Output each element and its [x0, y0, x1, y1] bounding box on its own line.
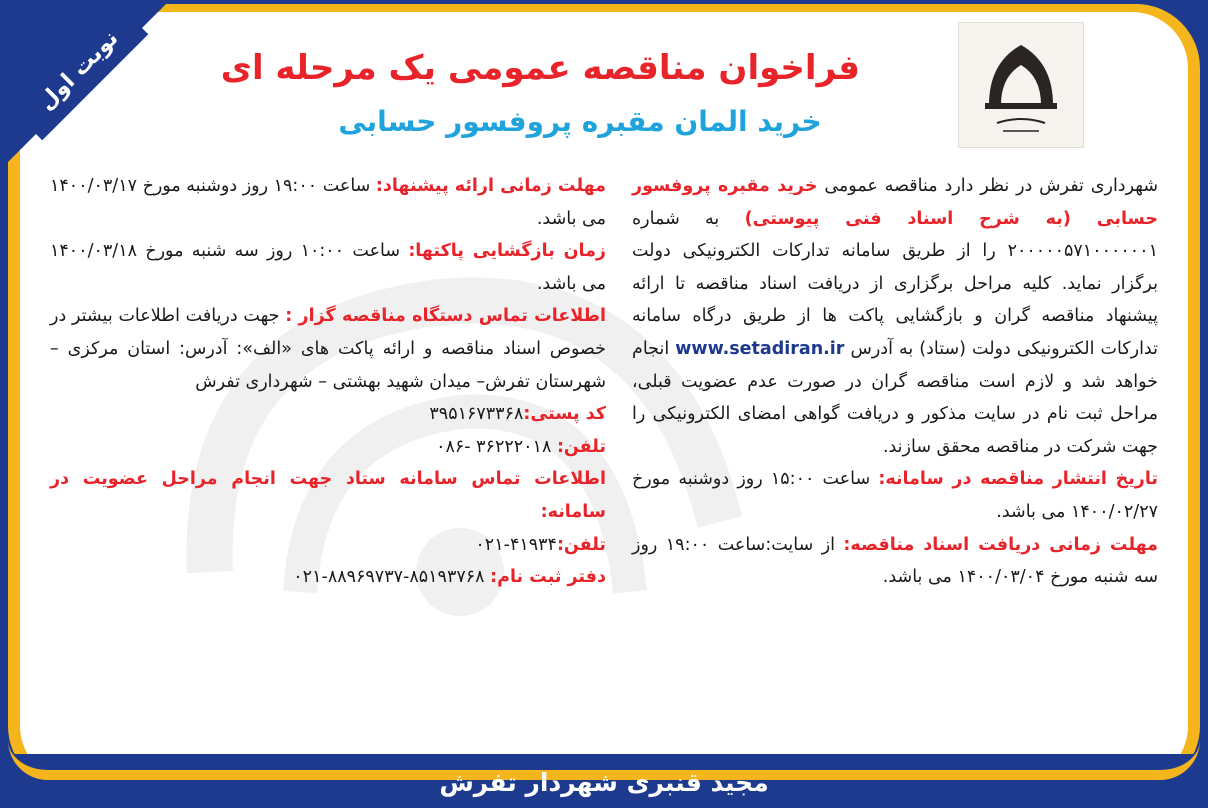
opening-paragraph	[50, 235, 606, 300]
intro-text-b: به شماره ۲۰۰۰۰۰۵۷۱۰۰۰۰۰۰۱ را از طریق سامانه تدارکات الکترونیکی دولت برگزار نماید. کلیه مراحل برگزاری از دریافت اسناد مناقصه تا ارائه پیشنهاد مناقصه گران و بازگشایی پاکت ها از طریق درگاه سامانه تدارکات الکترونیکی دولت (ستاد) به آدرس	[632, 208, 1158, 359]
publish-date-paragraph	[632, 463, 1158, 528]
right-column	[632, 170, 1158, 594]
setad-phone-label: تلفن:	[556, 534, 606, 555]
offer-deadline-paragraph	[50, 170, 606, 235]
docs-deadline-paragraph	[632, 529, 1158, 594]
registration-office-line	[50, 561, 606, 594]
postal-code-label: کد پستی:	[523, 404, 606, 425]
phone-value: ۳۶۲۲۲۰۱۸ -۰۸۶	[436, 436, 557, 457]
publish-date-label: تاریخ انتشار مناقصه در سامانه:	[878, 469, 1158, 490]
intro-text-c: انجام خواهد شد و لازم است مناقصه گران در صورت عدم عضویت قبلی، مراحل ثبت نام در سایت مذکور و دریافت گواهی امضای الکترونیکی را جهت شرکت در مناقصه محقق سازند.	[632, 338, 1158, 457]
phone-line	[50, 431, 606, 464]
setad-phone-line	[50, 529, 606, 562]
registration-office-value: ۸۵۱۹۳۷۶۸-۸۸۹۶۹۷۳۷-۰۲۱	[293, 567, 491, 588]
docs-deadline-label: مهلت زمانی دریافت اسناد مناقصه:	[843, 534, 1158, 555]
docs-deadline-value: از سایت:ساعت ۱۹:۰۰ روز سه شنبه مورخ ۱۴۰۰/۰۳/۰۴ می باشد.	[632, 534, 1158, 588]
publish-date-value: ساعت ۱۵:۰۰ روز دوشنبه مورخ ۱۴۰۰/۰۲/۲۷ می باشد.	[632, 469, 1158, 522]
edition-ribbon: نوبت اول	[10, 2, 149, 141]
page-subtitle: خرید المان مقبره پروفسور حسابی	[338, 105, 822, 138]
phone-label: تلفن:	[556, 436, 606, 457]
opening-value: ساعت ۱۰:۰۰ روز سه شنبه مورخ ۱۴۰۰/۰۳/۱۸ می باشد.	[50, 241, 606, 294]
mayor-signature: مجید قنبری شهردار تفرش	[439, 768, 769, 797]
dome-logo-icon	[959, 23, 1083, 147]
intro-text-a: شهرداری تفرش در نظر دارد مناقصه عمومی	[817, 176, 1158, 196]
offer-deadline-label: مهلت زمانی ارائه پیشنهاد:	[375, 176, 606, 196]
registration-office-label: دفتر ثبت نام:	[490, 567, 606, 588]
offer-deadline-value: ساعت ۱۹:۰۰ روز دوشنبه مورخ ۱۴۰۰/۰۳/۱۷ می باشد.	[50, 176, 606, 229]
tender-subject: خرید مقبره پروفسور حسابی (به شرح اسناد فنی پیوستی)	[632, 176, 1158, 229]
contact-paragraph	[50, 300, 606, 398]
intro-paragraph	[632, 170, 1158, 463]
postal-code-value: ۳۹۵۱۶۷۳۳۶۸	[429, 404, 524, 425]
contact-value: جهت دریافت اطلاعات بیشتر در خصوص اسناد مناقصه و ارائه پاکت های «الف»: آدرس: استان مرکزی – شهرستان تفرش– میدان شهید بهشتی – شهرداری تفرش	[50, 306, 606, 392]
setad-website-link[interactable]: www.setadiran.ir	[675, 338, 845, 359]
postal-code-line	[50, 398, 606, 431]
setad-phone-value: ۴۱۹۳۴-۰۲۱	[475, 534, 557, 555]
opening-label: زمان بازگشایی پاکتها:	[408, 241, 606, 262]
contact-label: اطلاعات تماس دستگاه مناقصه گزار :	[285, 306, 606, 327]
setad-contact-heading: اطلاعات تماس سامانه ستاد جهت انجام مراحل عضویت در سامانه:	[50, 469, 606, 522]
left-column	[50, 170, 606, 594]
page-title: فراخوان مناقصه عمومی یک مرحله ای	[220, 48, 860, 88]
municipality-logo	[958, 22, 1084, 148]
